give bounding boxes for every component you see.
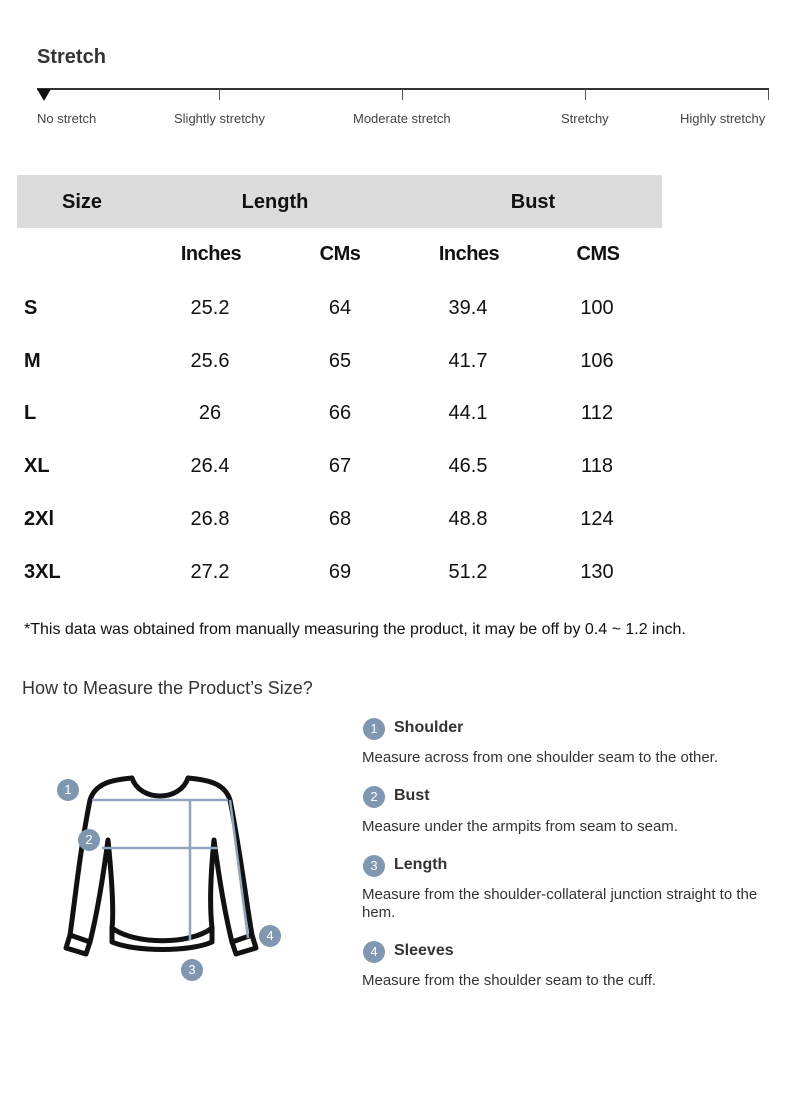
stretch-label-stretchy: Stretchy xyxy=(561,111,609,126)
size-cell: 3XL xyxy=(24,561,61,583)
size-cell: 2Xl xyxy=(24,508,55,530)
stretch-label-no-stretch: No stretch xyxy=(37,111,97,126)
badge-1-icon: 1 xyxy=(57,779,79,801)
instruction-heading: Length xyxy=(394,856,448,873)
badge-3-icon: 3 xyxy=(181,959,203,981)
badge-2-icon: 2 xyxy=(78,829,100,851)
bust-cms-cell: 130 xyxy=(580,561,614,583)
bust-cms-cell: 118 xyxy=(581,455,613,477)
sweater-outline-icon xyxy=(66,778,256,954)
length-inches-cell: 25.2 xyxy=(190,297,230,319)
size-cell: S xyxy=(24,297,38,319)
length-inches-cell: 26.8 xyxy=(190,508,230,530)
instruction-badge-icon: 4 xyxy=(363,941,385,963)
size-cell: L xyxy=(24,402,37,424)
length-inches-cell: 27.2 xyxy=(190,561,230,583)
instruction-badge-icon: 2 xyxy=(363,786,385,808)
header-size: Size xyxy=(61,191,103,213)
bust-inches-cell: 51.2 xyxy=(448,561,488,583)
instruction-heading: Bust xyxy=(394,787,430,804)
instruction-badge-icon: 3 xyxy=(363,855,385,877)
length-cms-cell: 64 xyxy=(328,297,352,319)
stretch-selected-marker-icon xyxy=(37,89,51,101)
subheader-bust-inches: Inches xyxy=(438,243,500,265)
bust-inches-cell: 41.7 xyxy=(448,350,488,372)
length-cms-cell: 67 xyxy=(328,455,352,477)
sleeve-line xyxy=(230,800,248,938)
bust-cms-cell: 112 xyxy=(581,402,613,424)
bust-inches-cell: 39.4 xyxy=(448,297,488,319)
bust-inches-cell: 44.1 xyxy=(448,402,488,424)
stretch-label-highly-stretchy: Highly stretchy xyxy=(680,111,766,126)
stretch-label-slightly-stretchy: Slightly stretchy xyxy=(174,111,266,126)
stretch-tick xyxy=(402,89,403,100)
instruction-description: Measure from the shoulder-collateral junction straight to the hem. xyxy=(362,886,758,921)
subheader-length-inches: Inches xyxy=(180,243,242,265)
badge-4-icon: 4 xyxy=(259,925,281,947)
stretch-tick xyxy=(585,89,586,100)
length-inches-cell: 26.4 xyxy=(190,455,230,477)
stretch-tick xyxy=(768,89,769,100)
stretch-scale-line xyxy=(37,88,769,90)
instruction-description: Measure across from one shoulder seam to the other. xyxy=(362,749,719,766)
bust-cms-cell: 100 xyxy=(580,297,614,319)
bust-cms-cell: 124 xyxy=(580,508,614,530)
length-cms-cell: 68 xyxy=(328,508,352,530)
measurement-note: *This data was obtained from manually measuring the product, it may be off by 0.4 ~ 1.2 inch. xyxy=(24,621,686,638)
header-bust: Bust xyxy=(510,191,556,213)
subheader-bust-cms: CMS xyxy=(576,243,620,265)
size-table-header xyxy=(17,175,662,228)
size-cell: M xyxy=(24,350,41,372)
instruction-heading: Sleeves xyxy=(394,942,454,959)
length-cms-cell: 69 xyxy=(328,561,352,583)
stretch-tick xyxy=(219,89,220,100)
stretch-label-moderate-stretch: Moderate stretch xyxy=(353,111,451,126)
length-cms-cell: 66 xyxy=(328,402,352,424)
stretch-title: Stretch xyxy=(37,46,106,68)
subheader-length-cms: CMs xyxy=(319,243,361,265)
sweater-diagram xyxy=(40,760,300,990)
bust-cms-cell: 106 xyxy=(580,350,614,372)
instruction-badge-icon: 1 xyxy=(363,718,385,740)
length-inches-cell: 26 xyxy=(198,402,222,424)
how-to-measure-title: How to Measure the Product’s Size? xyxy=(22,678,313,698)
bust-inches-cell: 48.8 xyxy=(448,508,488,530)
length-cms-cell: 65 xyxy=(328,350,352,372)
header-length: Length xyxy=(241,191,309,213)
instruction-description: Measure from the shoulder seam to the cuff. xyxy=(362,972,657,989)
instruction-description: Measure under the armpits from seam to seam. xyxy=(362,818,678,835)
instruction-heading: Shoulder xyxy=(394,719,464,736)
size-cell: XL xyxy=(24,455,50,477)
length-inches-cell: 25.6 xyxy=(190,350,230,372)
bust-inches-cell: 46.5 xyxy=(448,455,488,477)
